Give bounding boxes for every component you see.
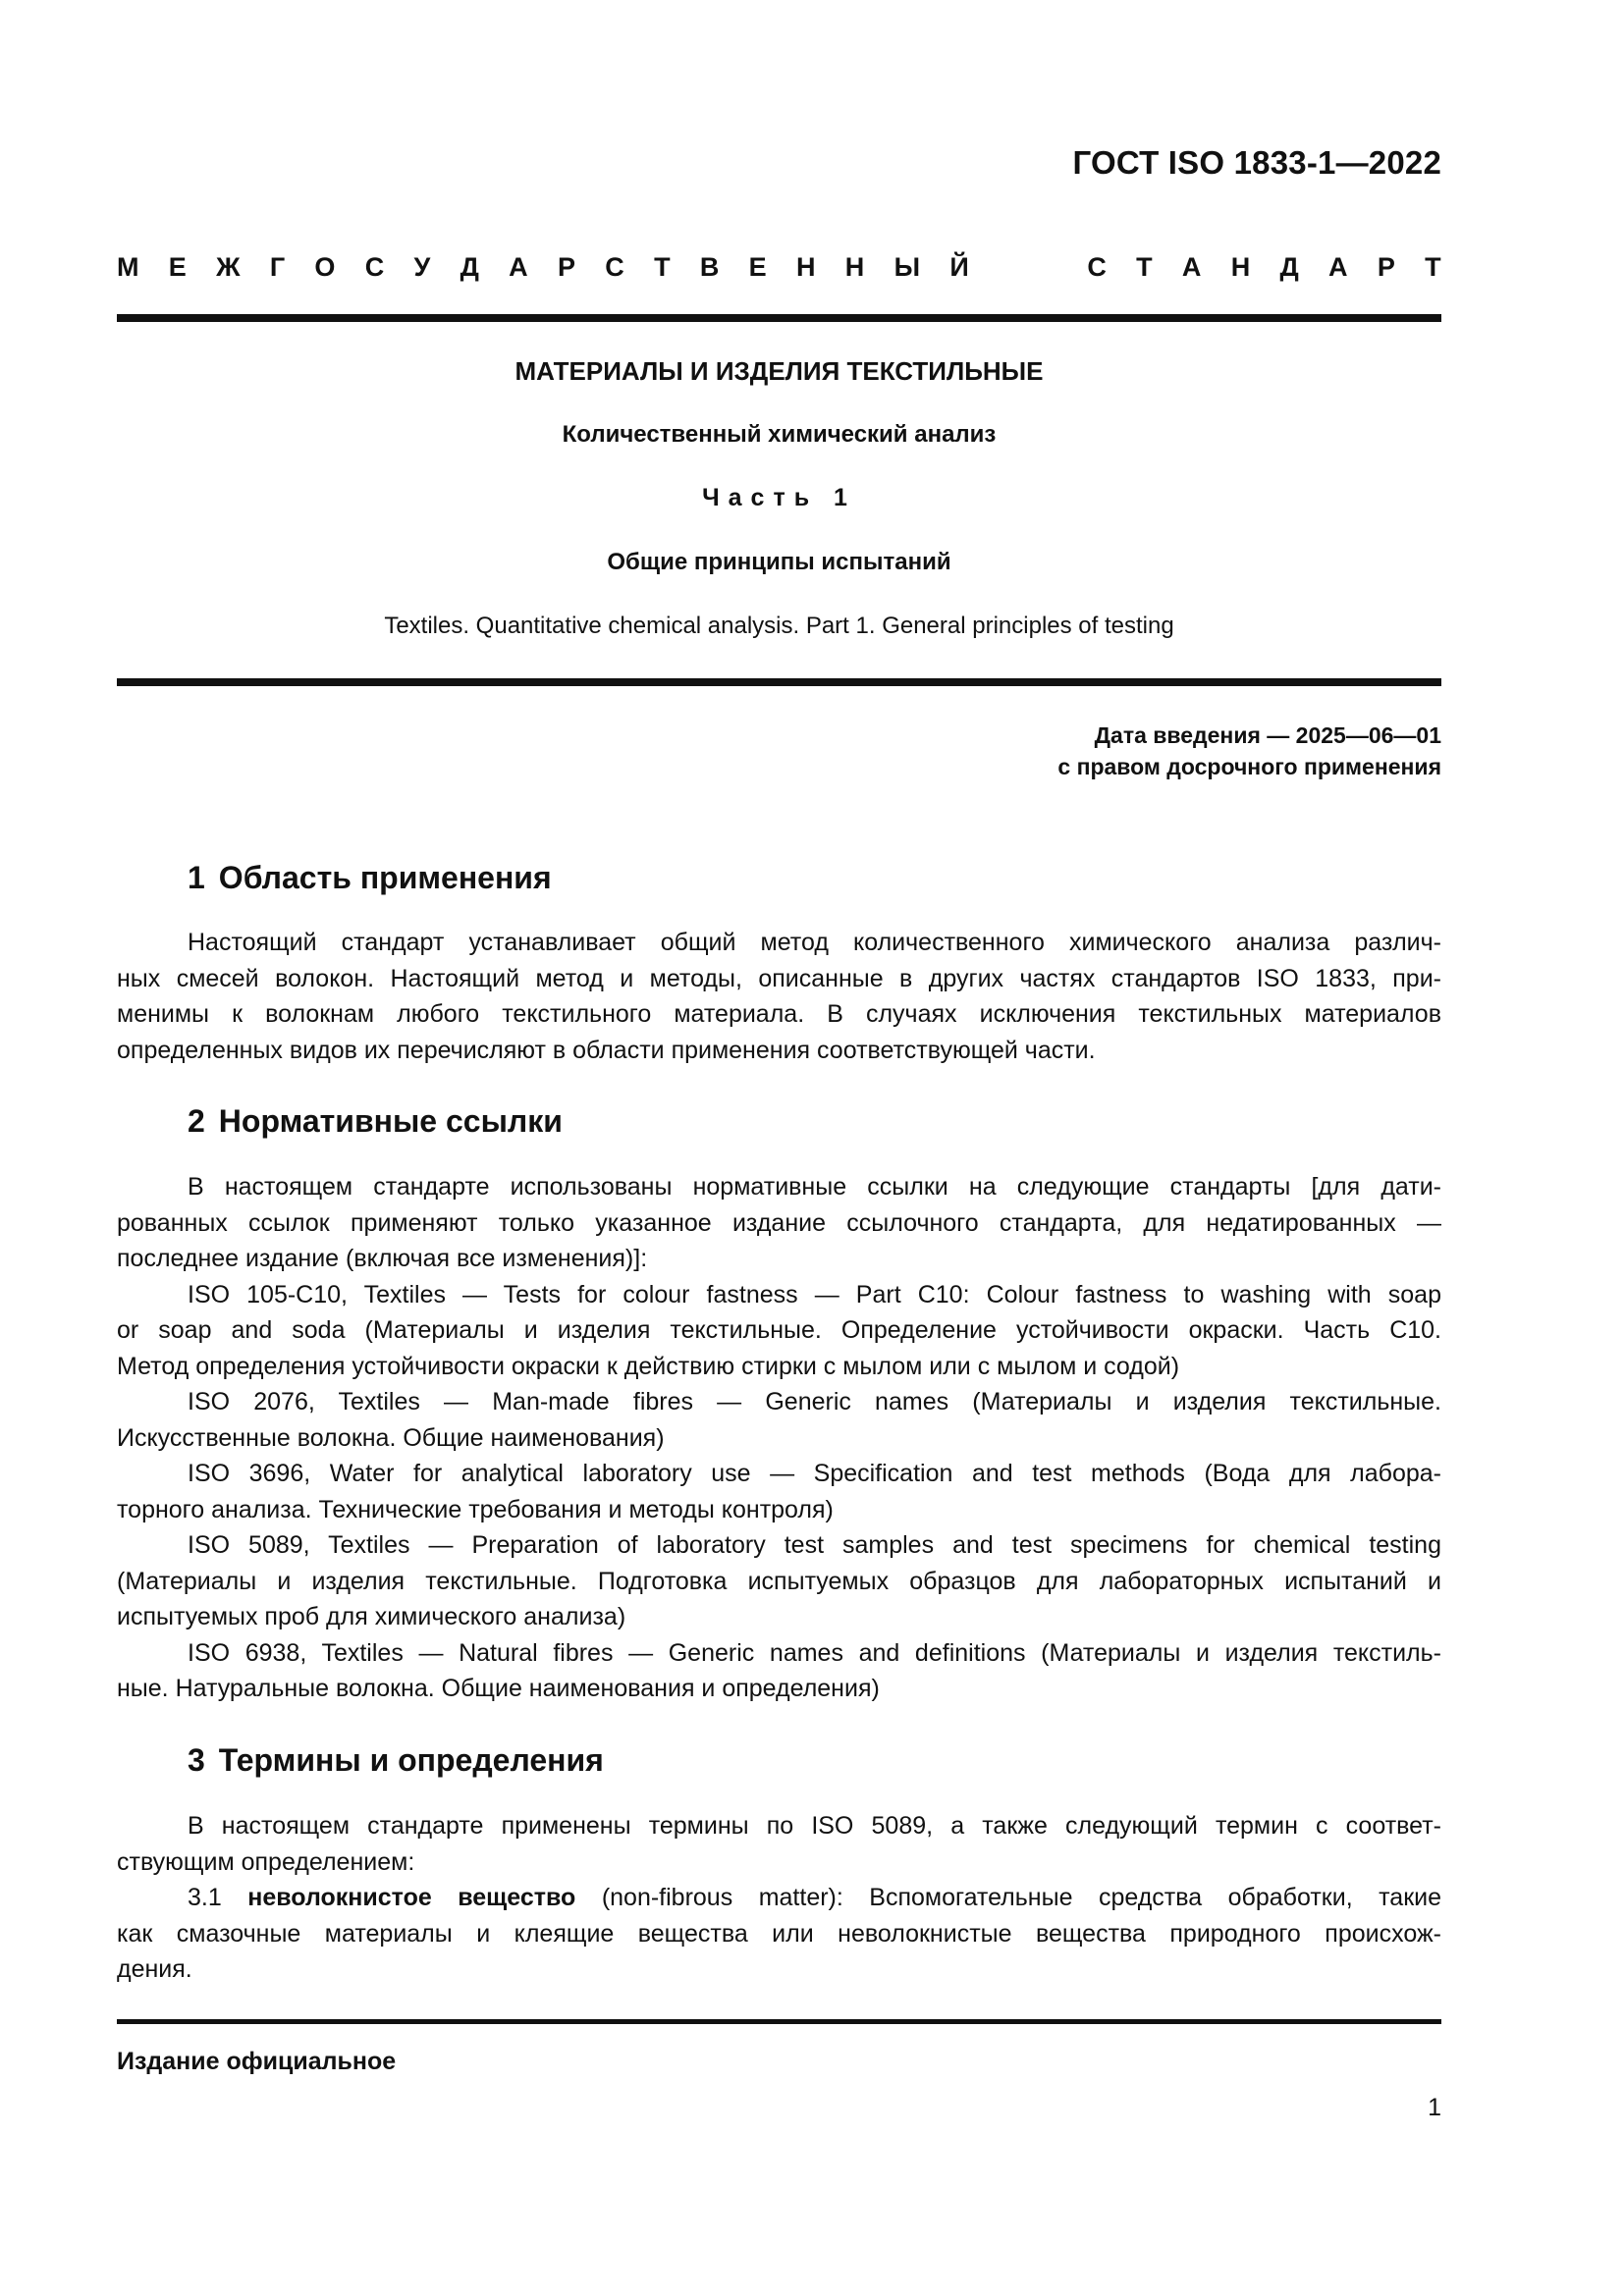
reference-line: ISO 5089, Textiles — Preparation of laboratory test samples and test specimens for chemical testing	[188, 1531, 1441, 1559]
paragraph-line: рованных ссылок применяют только указанное издание ссылочного стандарта, для недатированных —	[117, 1208, 1441, 1237]
caption-letter: О	[314, 252, 336, 282]
caption-letter: А	[509, 252, 528, 282]
caption-letter: С	[1087, 252, 1107, 282]
reference-line: or soap and soda (Материалы и изделия текстильные. Определение устойчивости окраски. Часть С10.	[117, 1316, 1441, 1344]
section-2-text	[117, 1169, 1441, 1707]
caption-letter: Ы	[893, 252, 921, 282]
reference-line: Искусственные волокна. Общие наименования)	[117, 1423, 665, 1452]
section-3-text	[117, 1808, 1441, 1988]
section-title: Нормативные ссылки	[218, 1103, 563, 1139]
caption-letter: Т	[1136, 252, 1153, 282]
section-3-heading	[188, 1742, 604, 1779]
caption-letter: Т	[654, 252, 671, 282]
section-number: 3	[188, 1742, 205, 1778]
caption-letter: Н	[795, 252, 816, 282]
term-definition-line: дения.	[117, 1955, 192, 1983]
page-number: 1	[1428, 2094, 1441, 2121]
term-definition-line: как смазочные материалы и клеящие вещества или неволокнистые вещества природного происхож-	[117, 1919, 1441, 1948]
caption-letter: Г	[269, 252, 286, 282]
paragraph-line: определенных видов их перечисляют в области применения соответствующей части.	[117, 1036, 1096, 1064]
caption-letter: С	[364, 252, 385, 282]
section-title: Область применения	[218, 860, 552, 895]
caption-letter: Н	[844, 252, 865, 282]
caption-letter: Т	[1425, 252, 1441, 282]
paragraph-line: ных смесей волокон. Настоящий метод и методы, описанные в других частях стандартов ISO 1833, при-	[117, 964, 1441, 992]
section-1-text	[117, 925, 1441, 1068]
reference-line: испытуемых проб для химического анализа)	[117, 1603, 626, 1630]
caption-letter: А	[1328, 252, 1348, 282]
official-edition-label: Издание официальное	[117, 2048, 397, 2075]
reference-line: Метод определения устойчивости окраски к действию стирки с мылом или с мылом и содой)	[117, 1352, 1180, 1380]
caption-letter: А	[1181, 252, 1202, 282]
standard-number: ГОСТ ISO 1833-1—2022	[1072, 144, 1441, 181]
title-main: МАТЕРИАЛЫ И ИЗДЕЛИЯ ТЕКСТИЛЬНЫЕ	[514, 356, 1044, 386]
paragraph-line: ствующим определением:	[117, 1847, 415, 1876]
reference-line: ISO 2076, Textiles — Man-made fibres — Generic names (Материалы и изделия текстильные.	[188, 1388, 1441, 1415]
caption-letter: Е	[168, 252, 187, 282]
caption-letter: М	[117, 252, 139, 282]
introduction-date	[1057, 720, 1441, 782]
title-part: Часть 1	[702, 484, 856, 511]
title-rule	[117, 678, 1441, 686]
reference-line: ISO 105-C10, Textiles — Tests for colour fastness — Part C10: Colour fastness to washing with soap	[188, 1280, 1441, 1308]
term-number: 3.1	[188, 1884, 222, 1911]
paragraph-line: В настоящем стандарте применены термины по ISO 5089, а также следующий термин с соответ-	[188, 1812, 1441, 1840]
caption-letter: Р	[557, 252, 575, 282]
reference-line: (Материалы и изделия текстильные. Подготовка испытуемых образцов для лабораторных испытаний и	[117, 1567, 1441, 1595]
paragraph-line: Настоящий стандарт устанавливает общий метод количественного химического анализа различ-	[188, 929, 1441, 956]
reference-line: ISO 6938, Textiles — Natural fibres — Generic names and definitions (Материалы и изделия текстиль-	[188, 1638, 1441, 1667]
caption-word-gap	[999, 252, 1057, 283]
section-title: Термины и определения	[218, 1742, 604, 1778]
introduction-date-line: Дата введения — 2025—06—01	[1094, 722, 1441, 748]
section-2-heading	[188, 1103, 563, 1140]
footer-rule	[117, 2019, 1441, 2024]
caption-letter: С	[605, 252, 624, 282]
reference-line: ные. Натуральные волокна. Общие наименования и определения)	[117, 1675, 880, 1702]
caption-letter: Д	[460, 252, 479, 282]
early-application-line: с правом досрочного применения	[1057, 754, 1441, 779]
caption-letter: Д	[1279, 252, 1299, 282]
top-rule	[117, 314, 1441, 322]
caption-letter: Р	[1377, 252, 1395, 282]
paragraph-line: В настоящем стандарте использованы нормативные ссылки на следующие стандарты [для дати-	[188, 1173, 1441, 1201]
reference-line: торного анализа. Технические требования и методы контроля)	[117, 1495, 834, 1523]
interstate-standard-caption	[117, 252, 1441, 283]
paragraph-line: менимы к волокнам любого текстильного материала. В случаях исключения текстильных материалов	[117, 1000, 1441, 1028]
caption-letter: Й	[949, 252, 969, 282]
paragraph-line: последнее издание (включая все изменения)]:	[117, 1245, 648, 1272]
term-definition: (non-fibrous matter): Вспомогательные средства обработки, такие	[601, 1884, 1442, 1911]
section-number: 1	[188, 860, 205, 895]
section-number: 2	[188, 1103, 205, 1139]
term-definition-line	[117, 1880, 1441, 1916]
reference-line: ISO 3696, Water for analytical laboratory use — Specification and test methods (Вода для лабора-	[188, 1460, 1441, 1487]
caption-letter: В	[699, 252, 720, 282]
caption-letter: Ж	[216, 252, 241, 282]
section-1-heading	[188, 860, 552, 896]
title-sub: Количественный химический анализ	[562, 421, 997, 448]
caption-letter: У	[413, 252, 431, 282]
title-principles: Общие принципы испытаний	[607, 549, 951, 575]
caption-letter: Е	[748, 252, 767, 282]
title-english: Textiles. Quantitative chemical analysis. Part 1. General principles of testing	[384, 613, 1174, 639]
term: неволокнистое вещество	[247, 1884, 576, 1911]
caption-letter: Н	[1230, 252, 1251, 282]
